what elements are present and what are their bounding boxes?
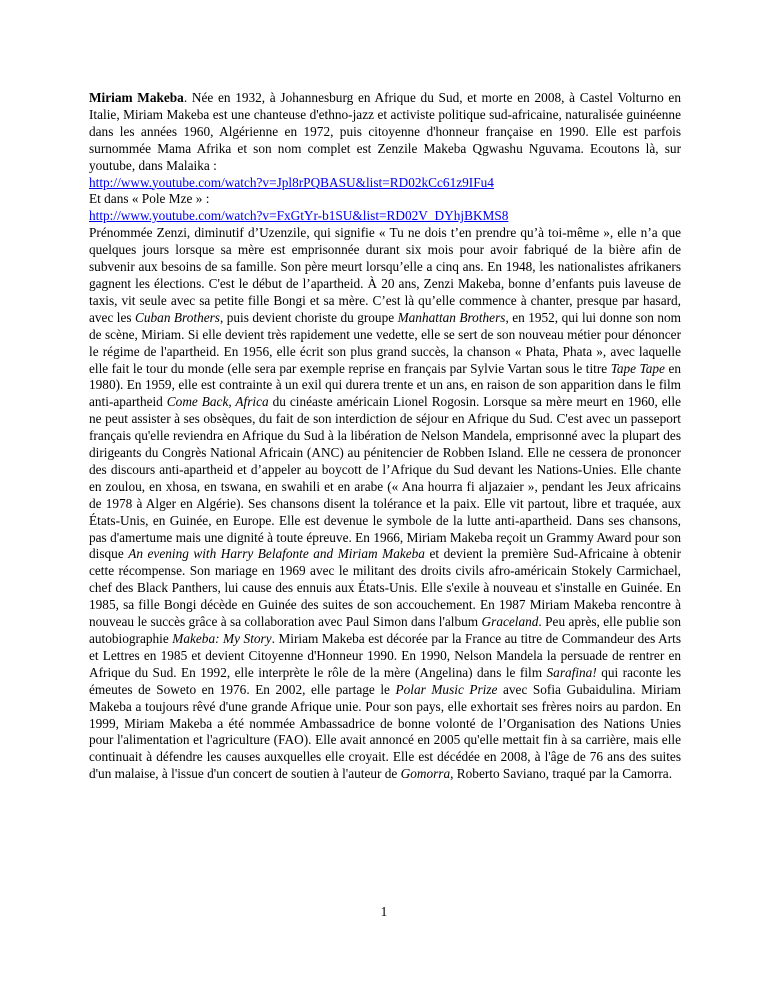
text-run: , puis devient choriste du groupe xyxy=(219,309,398,325)
text-run: en 1980). En 1959, elle est contrainte à un exil qui durera trente et un ans, en raison de son apparition dans le film anti-apartheid xyxy=(89,360,681,410)
intro-text: . Née en 1932, à Johannesburg en Afrique du Sud, et morte en 2008, à Castel Volturno en Italie, Miriam Makeba est une chanteuse d'ethno-jazz et activiste politique sud-africaine, naturalisée guinéenne dans les années 1960, Algérienne en 1972, puis citoyenne d'honneur française en 1990. Elle est parfois surnommée Mama Afrika et son nom complet est Zenzile Makeba Qgwashu Nguvama. Ecoutons là, sur youtube, dans Malaika : xyxy=(89,90,681,173)
italic-title: Manhattan Brothers xyxy=(397,309,506,325)
biography-paragraph xyxy=(89,225,681,783)
text-run: qui raconte les émeutes de Soweto en 1976. En 2002, elle partage le xyxy=(89,664,682,697)
italic-title: Cuban Brothers xyxy=(135,309,220,325)
italic-title: Graceland xyxy=(481,614,539,630)
italic-title: Tape Tape xyxy=(610,360,665,376)
document-page xyxy=(89,90,681,783)
text-run: et devient la première Sud-Africaine à obtenir cette récompense. Son mariage en 1969 avec le militant des droits civils afro-américain Stokely Carmichael, chef des Black Panthers, lui cause des ennuis aux États-Unis. Elle s'exile à nouveau et s'installe en Guinée. En 1985, sa fille Bongi décède en Guinée des suites de son accouchement. En 1987 Miriam Makeba rencontre à nouveau le succès grâce à sa collaboration avec Paul Simon dans l'album xyxy=(89,546,681,630)
text-run: Prénommée Zenzi, diminutif d’Uzenzile, qui signifie « Tu ne dois t’en prendre qu’à toi-même », elle n’a que quelques jours lorsque sa mère est emprisonnée durant six mois pour avoir fabriqué de la bière afin de subvenir aux besoins de sa famille. Son père meurt lorsqu’elle a cinq ans. En 1948, les nationalistes afrikaners gagnent les élections. C'est le début de l’apartheid. À 20 ans, Zenzi Makeba, bonne d’enfants puis laveuse de taxis, vit seule avec sa petite fille Bongi et sa mère. C’est là qu’elle commence à chanter, presque par hasard, avec les xyxy=(89,225,681,325)
text-run: du cinéaste américain Lionel Rogosin. Lorsque sa mère meurt en 1960, elle ne peut assister à ses obsèques, du fait de son interdiction de séjour en Afrique du Sud. C'est avec un passeport français qu'elle reviendra en Afrique du Sud à la libération de Nelson Mandela, emprisonné avec la plupart des dirigeants du Congrès National Africain (ANC) au pénitencier de Robben Island. Elle ne cessera de prononcer des discours anti-apartheid et d’appeler au boycott de l’Afrique du Sud devant les Nations-Unies. Elle chante en zoulou, en xhosa, en tswana, en swahili et en arabe (« Ana hourra fi aljazaier », pendant les Jeux africains de 1978 à Alger en Algérie). Ses chansons disent la tolérance et la paix. Elle vit partout, libre et traquée, aux États-Unis, en Guinée, en Europe. Elle est devenue le symbole de la lutte anti-apartheid. Dans ses chansons, pas d'amertume mais une dignité à toute épreuve. En 1966, Miriam Makeba reçoit un Grammy Award pour son disque xyxy=(89,394,681,562)
page-number: 1 xyxy=(380,904,388,919)
text-run: . Miriam Makeba est décorée par la France au titre de Commandeur des Arts et Lettres en 1985 et devient Citoyenne d'Honneur 1990. En 1990, Nelson Mandela la persuade de rentrer en Afrique du Sud. En 1992, elle interprète le rôle de la mère (Angelina) dans le film xyxy=(89,631,681,680)
text-run: . Peu après, elle publie son autobiographie xyxy=(89,614,681,646)
italic-title: Sarafina! xyxy=(546,664,597,680)
between-links-text: Et dans « Pole Mze » : xyxy=(89,191,210,207)
text-run: avec Sofia Gubaidulina. Miriam Makeba a toujours rêvé d'une grande Afrique unie. Pour son pays, elle exhortait ses frères noirs au pardon. En 1999, Miriam Makeba a été nommée Ambassadrice de bonne volonté de l’Organisation des Nations Unies pour l'alimentation et l'agriculture (FAO). Elle avait annoncé en 2005 qu'elle mettait fin à sa carrière, mais elle continuait à défendre les causes auxquelles elle croyait. Elle est décédée en 2008, à l'âge de 76 ans des suites d'un malaise, à l'issue d'un concert de soutien à l'auteur de xyxy=(89,681,681,782)
text-run: , Roberto Saviano, traqué par la Camorra. xyxy=(450,766,673,782)
subject-name: Miriam Makeba xyxy=(89,90,184,105)
youtube-link-malaika[interactable]: http://www.youtube.com/watch?v=Jpl8rPQBASU&list=RD02kCc61z9IFu4 xyxy=(89,174,494,190)
italic-title: Gomorra xyxy=(400,766,451,782)
italic-title: An evening with Harry Belafonte and Miriam Makeba xyxy=(128,546,425,562)
italic-title: Polar Music Prize xyxy=(395,681,498,697)
italic-title: Makeba: My Story xyxy=(172,631,272,646)
text-run: , en 1952, qui lui donne son nom de scène, Miriam. Si elle devient très rapidement une vedette, elle se sert de son nouveau métier pour dénoncer le régime de l'apartheid. En 1956, elle écrit son plus grand succès, la chanson « Phata, Phata », avec laquelle elle fait le tour du monde (elle sera par exemple reprise en français par Sylvie Vartan sous le titre xyxy=(89,309,681,376)
italic-title: Come Back, Africa xyxy=(166,394,269,410)
intro-paragraph xyxy=(89,90,681,175)
youtube-link-pole-mze[interactable]: http://www.youtube.com/watch?v=FxGtYr-b1SU&list=RD02V_DYhjBKMS8 xyxy=(89,208,509,224)
